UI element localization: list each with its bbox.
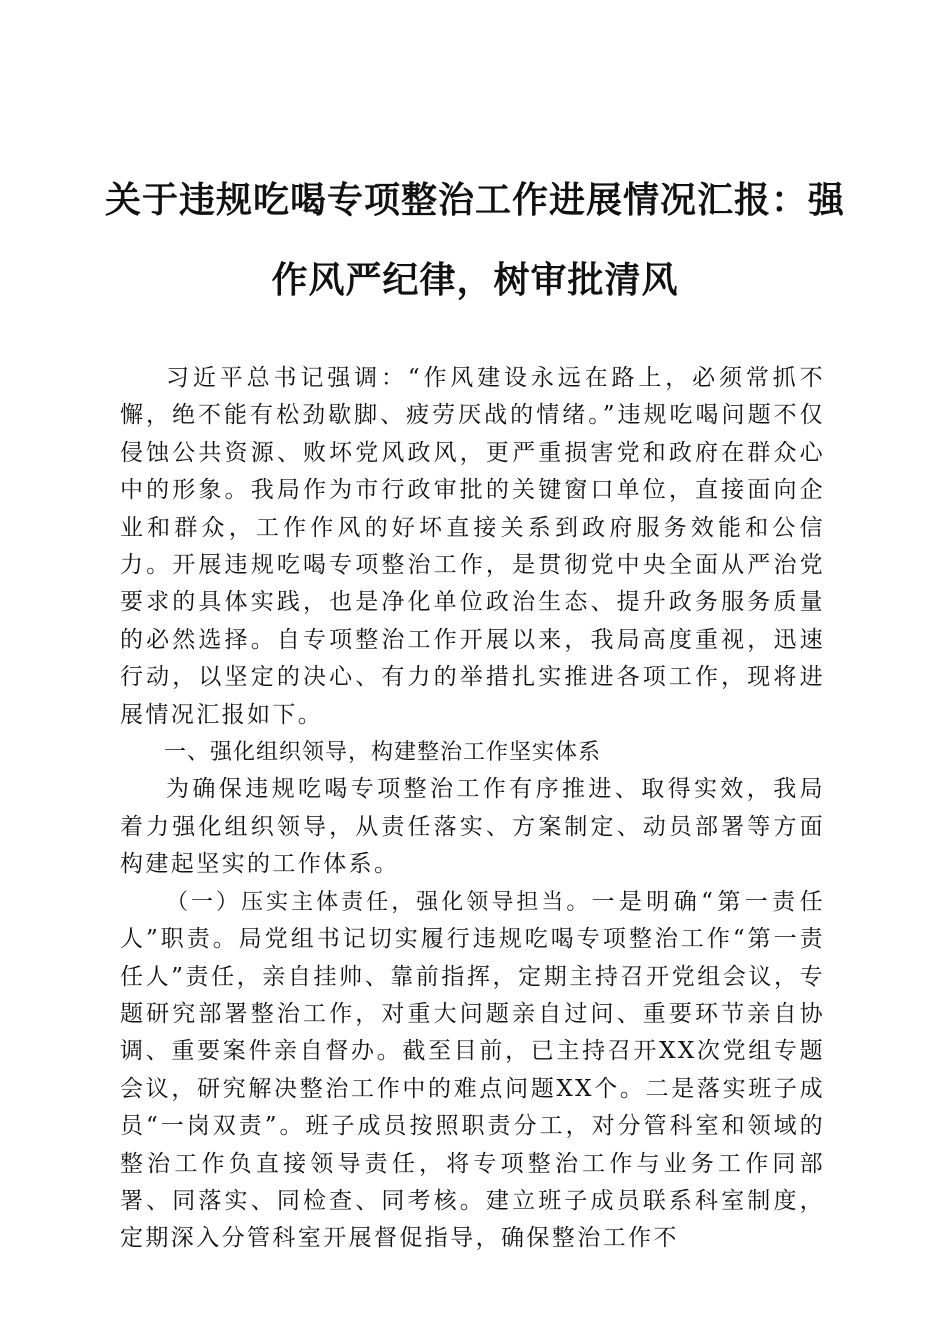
subsection-1-paragraph (120, 884, 825, 1258)
subsection-1-lead: （一）压实主体责任，强化领导担当。 (166, 889, 592, 915)
subsection-1-body: 一是明确“第一责任人”职责。局党组书记切实履行违规吃喝专项整治工作“第一责任人”责任，亲自挂帅、靠前指挥，定期主持召开党组会议，专题研究部署整治工作，对重大问题亲自过问、重要环节亲自协调、重要案件亲自督办。截至目前，已主持召开XX次党组专题会议，研究解决整治工作中的难点问题XX个。二是落实班子成员“一岗双责”。班子成员按照职责分工，对分管科室和领域的整治工作负直接领导责任，将专项整治工作与业务工作同部署、同落实、同检查、同考核。建立班子成员联系科室制度，定期深入分管科室开展督促指导，确保整治工作不 (120, 888, 825, 1252)
section-heading-1: 一、强化组织领导，构建整治工作坚实体系 (164, 740, 602, 766)
section-1-paragraph: 为确保违规吃喝专项整治工作有序推进、取得实效，我局着力强化组织领导，从责任落实、方案制定、动员部署等方面构建起坚实的工作体系。 (120, 776, 825, 878)
intro-paragraph: 习近平总书记强调：“作风建设永远在路上，必须常抓不懈，绝不能有松劲歇脚、疲劳厌战的情绪。”违规吃喝问题不仅侵蚀公共资源、败坏党风政风，更严重损害党和政府在群众心中的形象。我局作为市行政审批的关键窗口单位，直接面向企业和群众，工作作风的好坏直接关系到政府服务效能和公信力。开展违规吃喝专项整治工作，是贯彻党中央全面从严治党要求的具体实践，也是净化单位政治生态、提升政务服务质量的必然选择。自专项整治工作开展以来，我局高度重视，迅速行动，以坚定的决心、有力的举措扎实推进各项工作，现将进展情况汇报如下。 (120, 365, 825, 728)
title-line-2: 作风严纪律，树审批清风 (271, 259, 679, 301)
title-line-1: 关于违规吃喝专项整治工作进展情况汇报：强 (104, 179, 845, 221)
document-body (120, 360, 825, 1258)
document-title (100, 160, 850, 320)
